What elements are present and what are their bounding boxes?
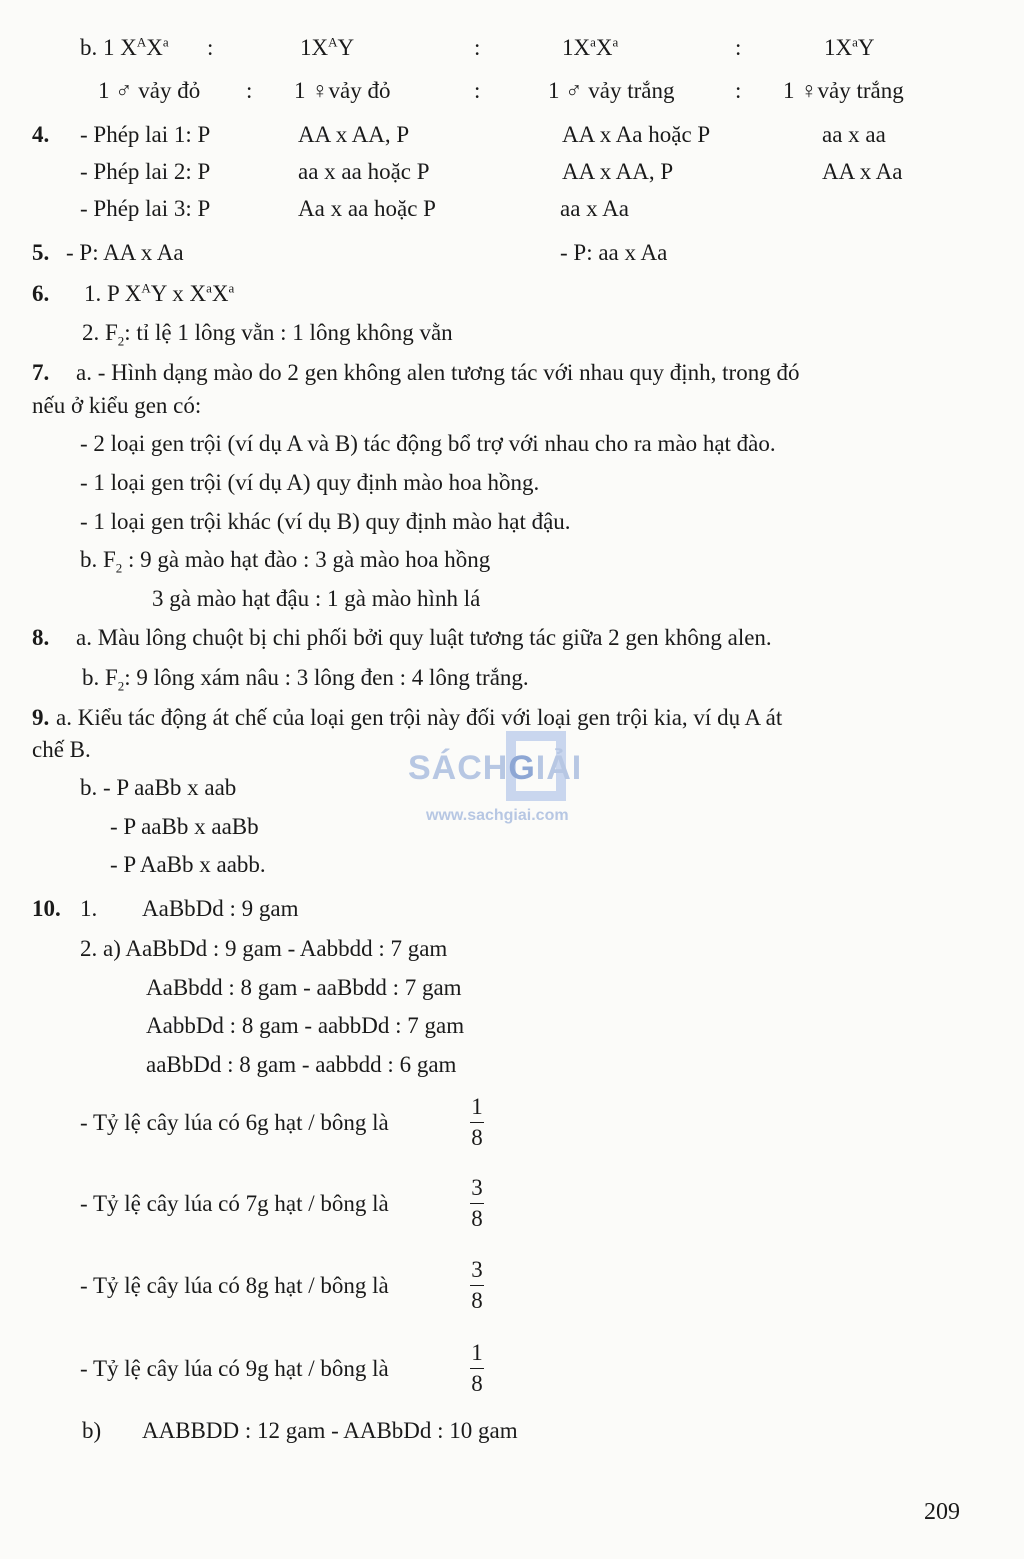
q10-line5: aaBbDd : 8 gam - aabbdd : 6 gam bbox=[146, 1052, 457, 1077]
q8-number: 8. bbox=[32, 625, 50, 650]
ratio-9g-fraction: 1 8 bbox=[471, 1340, 483, 1396]
q7-line5: - 1 loại gen trội khác (ví dụ B) quy định mào hạt đậu. bbox=[80, 509, 571, 534]
ratio-9g-text: - Tỷ lệ cây lúa có 9g hạt / bông là bbox=[80, 1356, 389, 1381]
q7-line4: - 1 loại gen trội (ví dụ A) quy định mào hoa hồng. bbox=[80, 470, 540, 495]
row-b-col4: $1X^aY$ bbox=[824, 34, 875, 60]
q6-line2: 2. $F_2$: tỉ lệ 1 lông vằn : 1 lông không vằn bbox=[82, 320, 453, 349]
q4-l1-c1: - Phép lai 1: P bbox=[80, 122, 211, 147]
row-b-col1: b. 1 $X^AX^a$ bbox=[80, 34, 169, 60]
q5-left: - P: AA x Aa bbox=[66, 240, 184, 265]
q7-line1: a. - Hình dạng mào do 2 gen không alen tương tác với nhau quy định, trong đó bbox=[76, 360, 800, 385]
q9-line3: b. - P aaBb x aab bbox=[80, 775, 237, 800]
ratio-7g-fraction: 3 8 bbox=[471, 1175, 483, 1231]
q10-line3: AaBbdd : 8 gam - aaBbdd : 7 gam bbox=[146, 975, 462, 1000]
q10-b-label: b) bbox=[82, 1418, 102, 1443]
watermark-url: www.sachgiai.com bbox=[426, 807, 569, 824]
ratio-8g-text: - Tỷ lệ cây lúa có 8g hạt / bông là bbox=[80, 1273, 389, 1298]
q9-line2: chế B. bbox=[32, 737, 91, 762]
row-b2-p4: 1 ♀vảy trắng bbox=[783, 78, 904, 103]
q10-line1-text: AaBbDd : 9 gam bbox=[142, 896, 299, 921]
q7-line7: 3 gà mào hạt đậu : 1 gà mào hình lá bbox=[152, 586, 481, 611]
q4-number: 4. bbox=[32, 122, 50, 147]
q7-line6: b. $F_2$ : 9 gà mào hạt đào : 3 gà mào hoa hồng bbox=[80, 547, 491, 576]
q4-l2-c3: AA x AA, P bbox=[562, 159, 674, 184]
ratio-7g-text: - Tỷ lệ cây lúa có 7g hạt / bông là bbox=[80, 1191, 389, 1216]
row-b-sep1: : bbox=[207, 35, 214, 60]
watermark-title: SÁCHGIẢI bbox=[408, 749, 583, 787]
q10-number: 10. bbox=[32, 896, 61, 921]
row-b-col2: $1X^AY$ bbox=[300, 34, 355, 60]
row-b2-sep1: : bbox=[246, 78, 253, 103]
q6-number: 6. bbox=[32, 281, 50, 306]
q4-l1-c2: AA x AA, P bbox=[298, 122, 410, 147]
q7-line3: - 2 loại gen trội (ví dụ A và B) tác động bổ trợ với nhau cho ra mào hạt đào. bbox=[80, 431, 776, 456]
row-b2-p2: 1 ♀vảy đỏ bbox=[294, 78, 391, 103]
q5-number: 5. bbox=[32, 240, 50, 265]
q8-line1: a. Màu lông chuột bị chi phối bởi quy luật tương tác giữa 2 gen không alen. bbox=[76, 625, 772, 650]
ratio-6g-fraction: 1 8 bbox=[471, 1094, 483, 1150]
q4-l3-c3: aa x Aa bbox=[560, 196, 629, 221]
q8-line2: b. $F_2$: 9 lông xám nâu : 3 lông đen : 4 lông trắng. bbox=[82, 665, 529, 694]
row-b2-p1: 1 ♂ vảy đỏ bbox=[98, 78, 201, 103]
q9-line4: - P aaBb x aaBb bbox=[110, 814, 259, 839]
q5-right: - P: aa x Aa bbox=[560, 240, 668, 265]
row-b-col3: $1X^aX^a$ bbox=[562, 34, 619, 60]
q7-number: 7. bbox=[32, 360, 50, 385]
q4-l3-c1: - Phép lai 3: P bbox=[80, 196, 211, 221]
q4-l1-c4: aa x aa bbox=[822, 122, 886, 147]
q9-line1: a. Kiểu tác động át chế của loại gen trội này đối với loại gen trội kia, ví dụ A át bbox=[56, 705, 783, 730]
q10-b-text: AABBDD : 12 gam - AABbDd : 10 gam bbox=[142, 1418, 518, 1443]
q4-l2-c2: aa x aa hoặc P bbox=[298, 159, 430, 184]
q4-l1-c3: AA x Aa hoặc P bbox=[562, 122, 711, 147]
watermark bbox=[408, 731, 618, 831]
q9-number: 9. bbox=[32, 705, 50, 730]
page-number: 209 bbox=[924, 1499, 960, 1525]
q10-line2: 2. a) AaBbDd : 9 gam - Aabbdd : 7 gam bbox=[80, 936, 448, 961]
q6-line1: 1. P $X^AY$ x $X^aX^a$ bbox=[84, 280, 235, 306]
row-b2-p3: 1 ♂ vảy trắng bbox=[548, 78, 675, 103]
row-b2-sep3: : bbox=[735, 78, 742, 103]
row-b2-sep2: : bbox=[474, 78, 481, 103]
row-b-sep2: : bbox=[474, 35, 481, 60]
row-b-sep3: : bbox=[735, 35, 742, 60]
q4-l3-c2: Aa x aa hoặc P bbox=[298, 196, 436, 221]
q10-line1-label: 1. bbox=[80, 896, 98, 921]
q10-line4: AabbDd : 8 gam - aabbDd : 7 gam bbox=[146, 1013, 465, 1038]
ratio-8g-fraction: 3 8 bbox=[471, 1257, 483, 1313]
q7-line2: nếu ở kiểu gen có: bbox=[32, 393, 202, 418]
ratio-6g-text: - Tỷ lệ cây lúa có 6g hạt / bông là bbox=[80, 1110, 389, 1135]
q4-l2-c4: AA x Aa bbox=[822, 159, 903, 184]
q4-l2-c1: - Phép lai 2: P bbox=[80, 159, 211, 184]
q9-line5: - P AaBb x aabb. bbox=[110, 852, 266, 877]
